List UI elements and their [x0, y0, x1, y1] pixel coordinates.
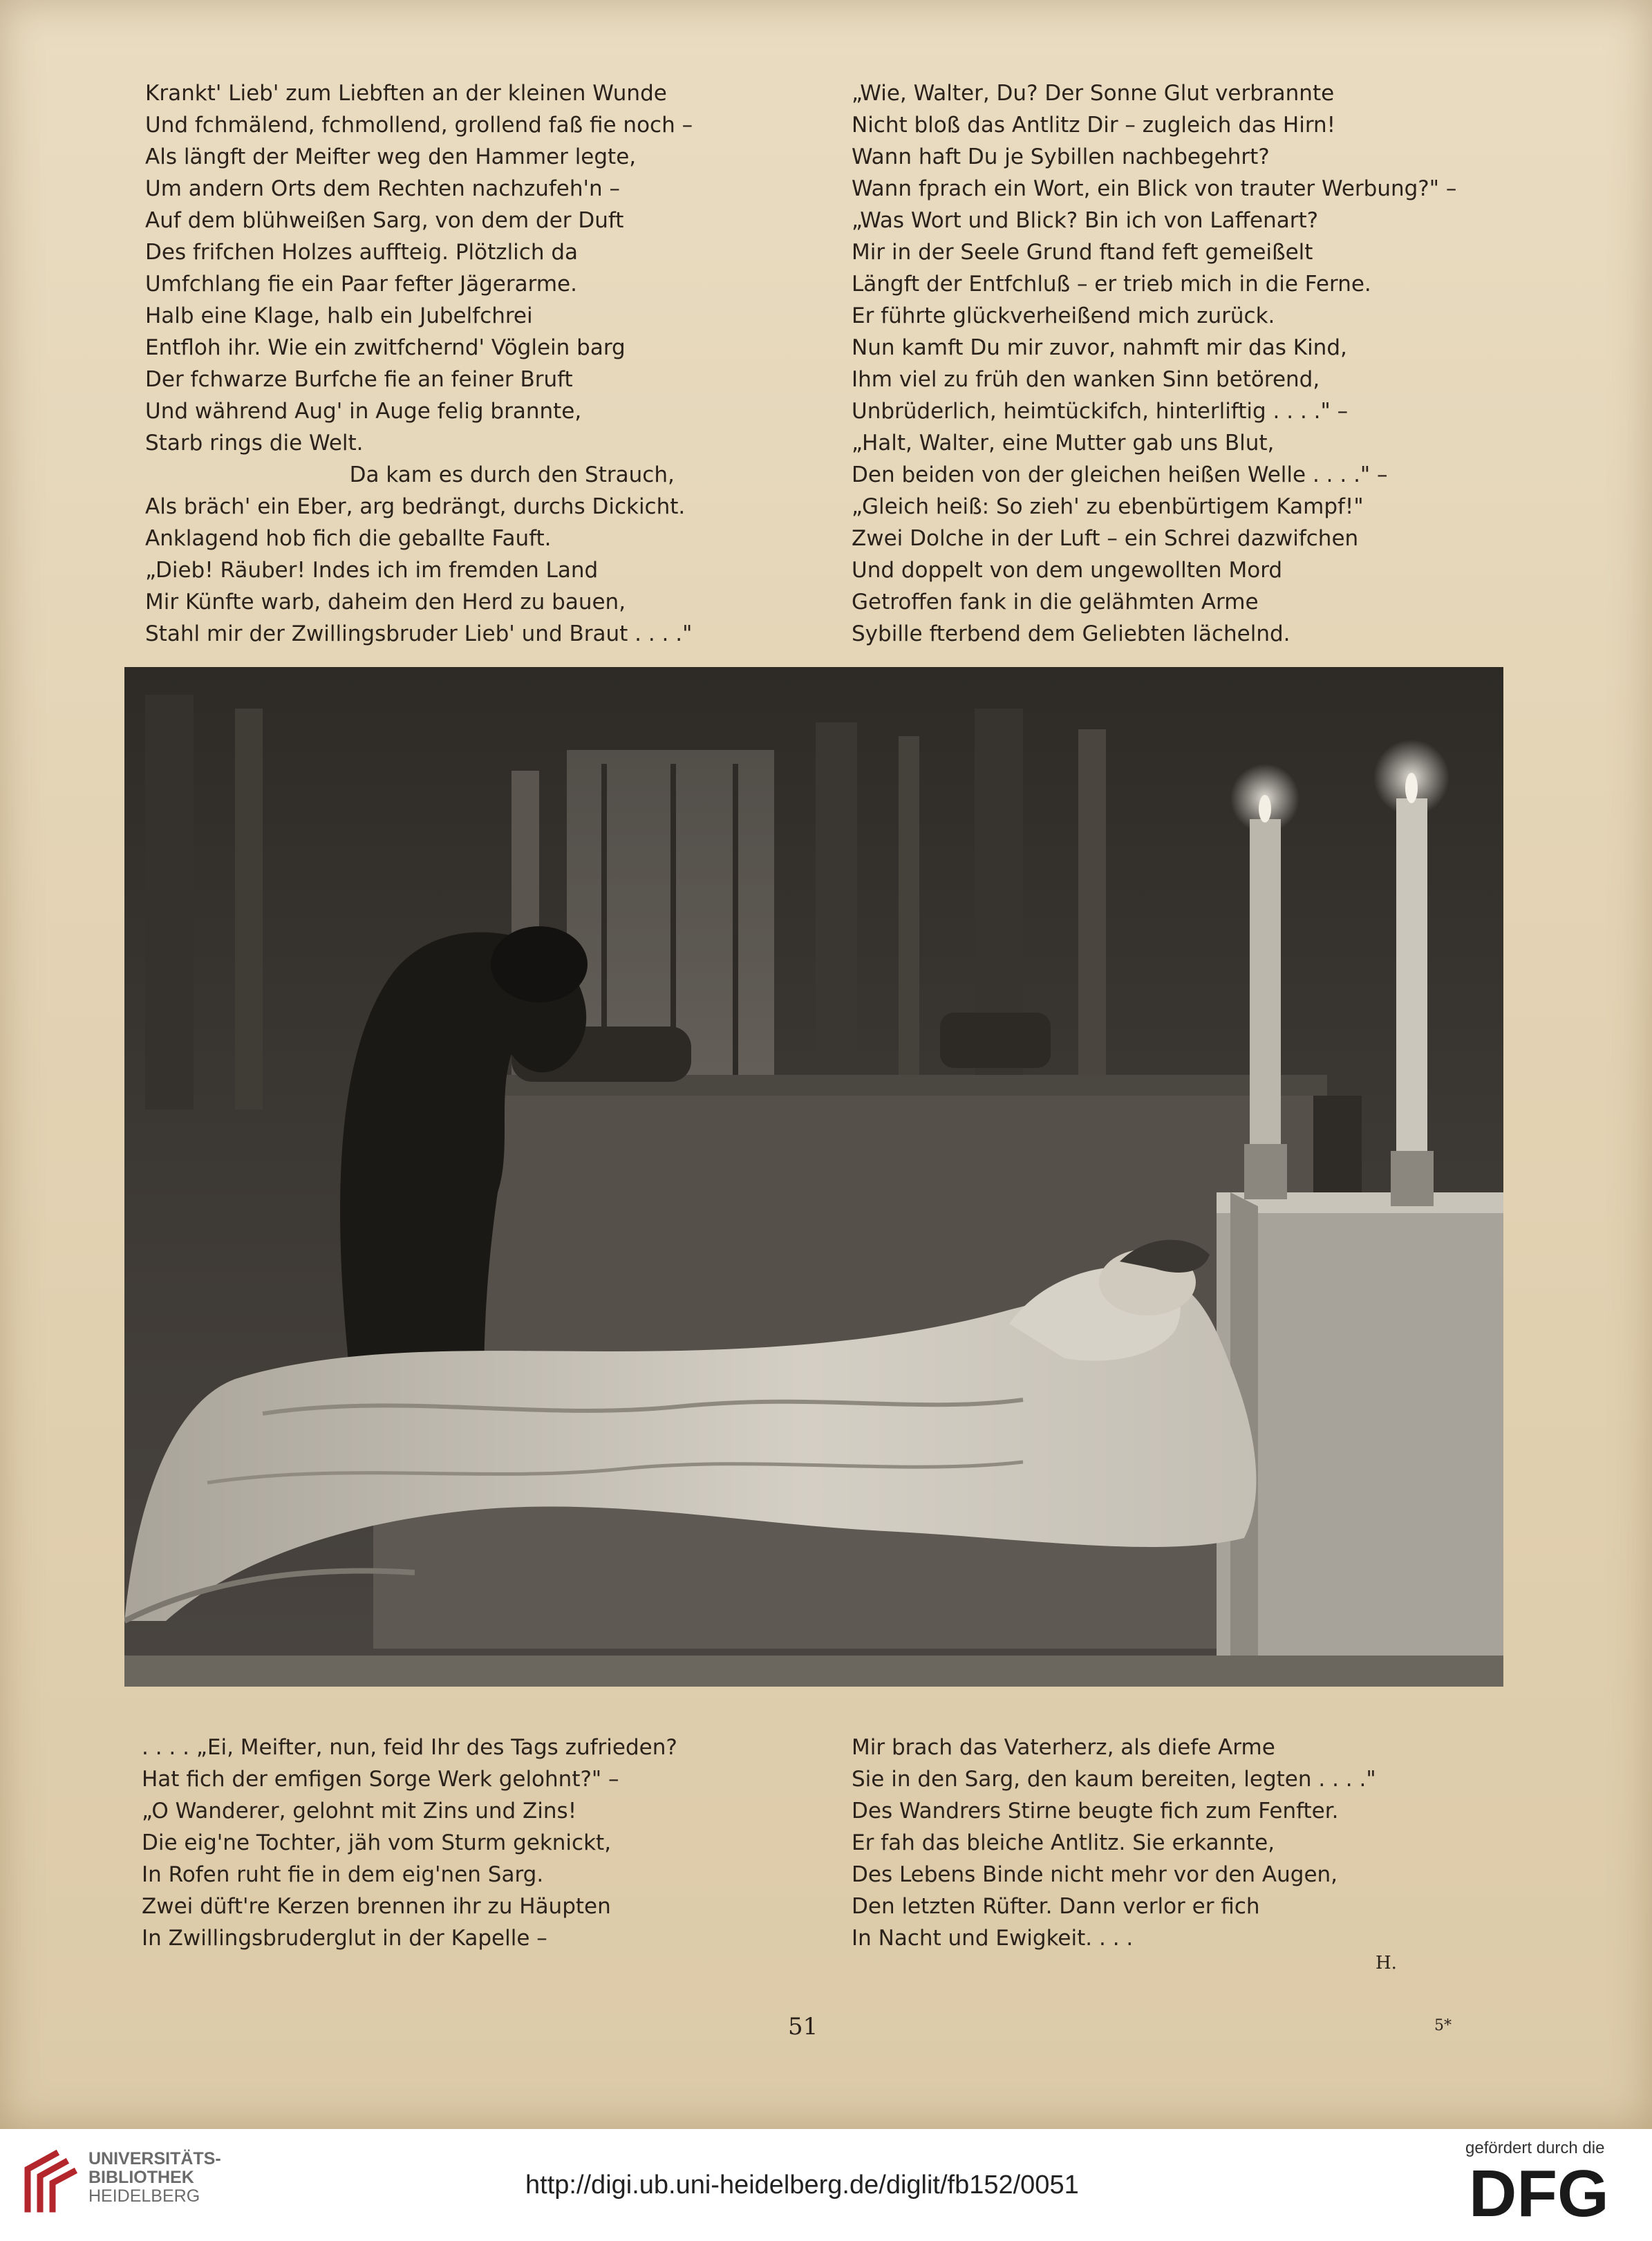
- poem-bottom-right-line: Sie in den Sarg, den kaum bereiten, legten . . . .": [852, 1767, 1376, 1792]
- poem-column-top-left: [145, 77, 809, 650]
- dfg-logo-icon: [1469, 2161, 1635, 2223]
- university-library-name: [88, 2150, 221, 2206]
- funding-caption: gefördert durch die: [1465, 2139, 1605, 2157]
- poem-top-left-line: Als längft der Meifter weg den Hammer legte,: [145, 144, 637, 169]
- poem-bottom-right-line: Des Wandrers Stirne beugte fich zum Fenfter.: [852, 1799, 1339, 1823]
- poem-top-right-line: Er führte glückverheißend mich zurück.: [852, 303, 1275, 328]
- poem-top-left-line: Starb rings die Welt.: [145, 431, 364, 456]
- poem-bottom-left-line: Zwei düft're Kerzen brennen ihr zu Häupten: [142, 1894, 611, 1919]
- library-line-3: HEIDELBERG: [88, 2186, 200, 2206]
- poem-top-right-line: Längft der Entfchluß – er trieb mich in die Ferne.: [852, 272, 1371, 297]
- poem-bottom-left-line: Die eig'ne Tochter, jäh vom Sturm geknickt,: [142, 1830, 612, 1855]
- poem-top-left-line: Und während Aug' in Auge felig brannte,: [145, 399, 582, 424]
- poem-top-left-line: Um andern Orts dem Rechten nachzufeh'n –: [145, 176, 620, 201]
- poem-bottom-left-line: In Rofen ruht fie in dem eig'nen Sarg.: [142, 1862, 544, 1887]
- poem-top-right-line: Unbrüderlich, heimtückifch, hinterliftig . . . ." –: [852, 399, 1349, 424]
- poem-bottom-right-line: Er fah das bleiche Antlitz. Sie erkannte,: [852, 1830, 1275, 1855]
- poem-top-right-line: Ihm viel zu früh den wanken Sinn betörend,: [852, 367, 1320, 392]
- poem-top-left-line: Des frifchen Holzes auffteig. Plötzlich da: [145, 240, 579, 265]
- illustration-mourner-at-coffin: [124, 667, 1503, 1687]
- page-number: 51: [788, 2013, 818, 2041]
- poem-top-left-line: „Dieb! Räuber! Indes ich im fremden Land: [145, 558, 599, 583]
- poem-top-left-line: Als bräch' ein Eber, arg bedrängt, durchs Dickicht.: [145, 494, 686, 519]
- poem-bottom-right-line: Den letzten Rüfter. Dann verlor er fich: [852, 1894, 1260, 1919]
- poem-top-right-line: Mir in der Seele Grund ftand feft gemeißelt: [852, 240, 1313, 265]
- poem-top-left-line: Anklagend hob fich die geballte Fauft.: [145, 526, 552, 551]
- poem-top-right-line: Zwei Dolche in der Luft – ein Schrei dazwifchen: [852, 526, 1359, 551]
- poem-top-right-line: Und doppelt von dem ungewollten Mord: [852, 558, 1283, 583]
- poem-top-left-line: Da kam es durch den Strauch,: [145, 462, 675, 487]
- poem-bottom-left-line: In Zwillingsbruderglut in der Kapelle –: [142, 1926, 547, 1951]
- permalink-url[interactable]: http://digi.ub.uni-heidelberg.de/diglit/fb152/0051: [525, 2170, 1079, 2200]
- poem-top-right-line: Wann fprach ein Wort, ein Blick von trauter Werbung?" –: [852, 176, 1457, 201]
- poem-bottom-left-line: „O Wanderer, gelohnt mit Zins und Zins!: [142, 1799, 577, 1823]
- poem-top-left-line: Halb eine Klage, halb ein Jubelfchrei: [145, 303, 533, 328]
- author-signature: H.: [1376, 1953, 1397, 1973]
- library-line-1: UNIVERSITÄTS-: [88, 2149, 221, 2168]
- poem-top-right-line: Sybille fterbend dem Geliebten lächelnd.: [852, 621, 1290, 646]
- poem-top-right-line: „Halt, Walter, eine Mutter gab uns Blut,: [852, 431, 1275, 456]
- poem-bottom-right-line: Mir brach das Vaterherz, als diefe Arme: [852, 1735, 1275, 1760]
- poem-bottom-right-line: In Nacht und Ewigkeit. . . .: [852, 1926, 1134, 1951]
- poem-top-left-line: Stahl mir der Zwillingsbruder Lieb' und Braut . . . .": [145, 621, 693, 646]
- poem-bottom-right-line: Des Lebens Binde nicht mehr vor den Augen,: [852, 1862, 1338, 1887]
- poem-top-right-line: Getroffen fank in die gelähmten Arme: [852, 590, 1259, 615]
- poem-top-right-line: Den beiden von der gleichen heißen Welle . . . ." –: [852, 462, 1388, 487]
- university-library-logo-icon: [22, 2148, 77, 2215]
- digitization-footer: [0, 2129, 1652, 2241]
- poem-top-right-line: Wann haft Du je Sybillen nachbegehrt?: [852, 144, 1270, 169]
- poem-top-left-line: Der fchwarze Burfche fie an feiner Bruft: [145, 367, 573, 392]
- poem-column-bottom-right: [852, 1732, 1543, 1954]
- library-line-2: BIBLIOTHEK: [88, 2168, 194, 2187]
- poem-top-right-line: „Wie, Walter, Du? Der Sonne Glut verbrannte: [852, 81, 1335, 106]
- dfg-logo-text: DFG: [1469, 2161, 1609, 2223]
- poem-bottom-left-line: Hat fich der emfigen Sorge Werk gelohnt?" –: [142, 1767, 619, 1792]
- poem-top-right-line: „Gleich heiß: So zieh' zu ebenbürtigem Kampf!": [852, 494, 1364, 519]
- poem-top-left-line: Entfloh ihr. Wie ein zwitfchernd' Vöglein barg: [145, 335, 626, 360]
- poem-top-left-line: Und fchmälend, fchmollend, grollend faß fie noch –: [145, 113, 693, 138]
- poem-top-right-line: Nicht bloß das Antlitz Dir – zugleich das Hirn!: [852, 113, 1336, 138]
- poem-top-right-line: „Was Wort und Blick? Bin ich von Laffenart?: [852, 208, 1319, 233]
- altar-table: [1217, 1192, 1503, 1676]
- poem-top-left-line: Krankt' Lieb' zum Liebften an der kleinen Wunde: [145, 81, 667, 106]
- poem-column-top-right: [852, 77, 1543, 650]
- poem-bottom-left-line: . . . . „Ei, Meifter, nun, feid Ihr des Tags zufrieden?: [142, 1735, 677, 1760]
- signature-mark: 5*: [1434, 2017, 1452, 2034]
- poem-top-left-line: Mir Künfte warb, daheim den Herd zu bauen,: [145, 590, 626, 615]
- poem-top-left-line: Auf dem blühweißen Sarg, von dem der Duft: [145, 208, 624, 233]
- poem-column-bottom-left: [142, 1732, 805, 1954]
- poem-top-left-line: Umfchlang fie ein Paar fefter Jägerarme.: [145, 272, 577, 297]
- poem-top-right-line: Nun kamft Du mir zuvor, nahmft mir das Kind,: [852, 335, 1347, 360]
